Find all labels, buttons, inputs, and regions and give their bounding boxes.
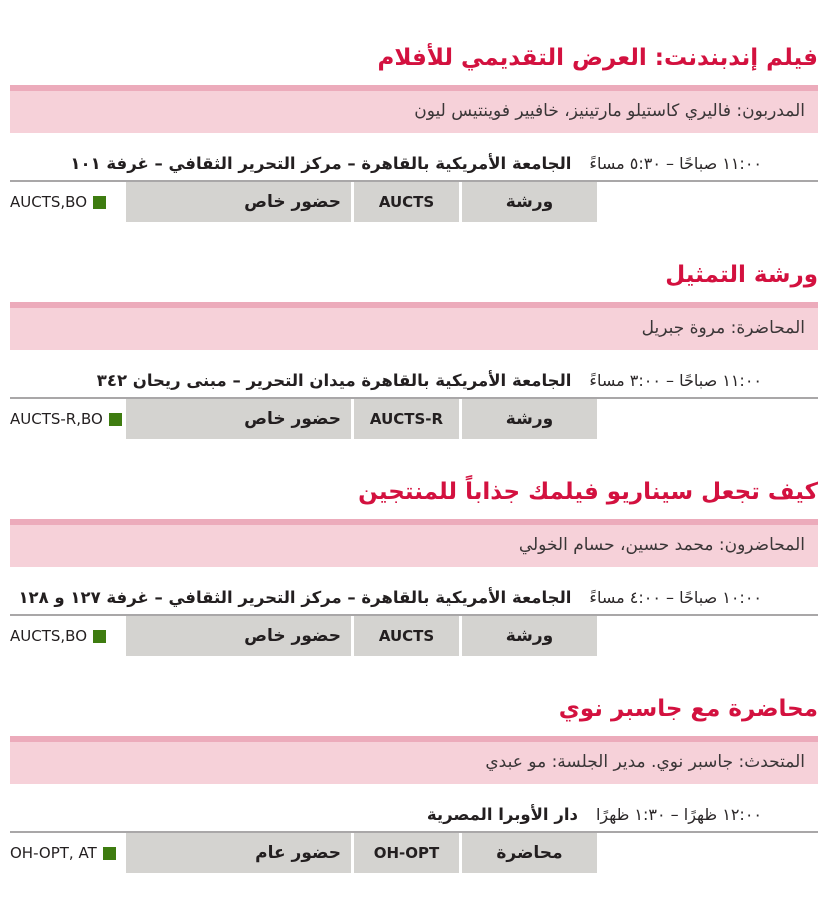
- event-type-tag: ورشة: [462, 616, 597, 656]
- event-card: [10, 41, 818, 222]
- ticket-badge: [10, 833, 116, 873]
- admission-tag: حضور عام: [126, 833, 351, 873]
- event-type-tag: محاضرة: [462, 833, 597, 873]
- event-title: فيلم إندبندنت: العرض التقديمي للأفلام: [377, 45, 818, 71]
- event-card: [10, 258, 818, 439]
- ticket-badge: [10, 616, 106, 656]
- tags-row: [10, 833, 818, 873]
- speaker-names: المحاضرون: محمد حسين، حسام الخولي: [518, 535, 805, 555]
- tags-row: [10, 399, 818, 439]
- green-square-icon: [93, 196, 106, 209]
- speaker-names: المتحدث: جاسبر نوي. مدير الجلسة: مو عبدي: [485, 752, 805, 772]
- speaker-bar: [10, 302, 818, 350]
- event-title: ورشة التمثيل: [665, 262, 818, 288]
- tags-row: [10, 182, 818, 222]
- speaker-names: المحاضرة: مروة جبريل: [641, 318, 805, 338]
- event-title: كيف تجعل سيناريو فيلمك جذاباً للمنتجين: [358, 479, 818, 505]
- admission-tag: حضور خاص: [126, 616, 351, 656]
- event-location: الجامعة الأمريكية بالقاهرة ميدان التحرير – مبنى ريحان ٣٤٢: [96, 371, 572, 390]
- green-square-icon: [93, 630, 106, 643]
- admission-tag: حضور خاص: [126, 182, 351, 222]
- speaker-bar: [10, 519, 818, 567]
- meta-row: [10, 364, 818, 397]
- tags-row: [10, 616, 818, 656]
- green-square-icon: [103, 847, 116, 860]
- ticket-badge: [10, 399, 122, 439]
- ticket-badge-label: AUCTS-R,BO: [10, 410, 103, 428]
- event-time: ١١:٠٠ صباحًا – ٥:٣٠ مساءً: [589, 154, 762, 173]
- meta-row: [10, 581, 818, 614]
- green-square-icon: [109, 413, 122, 426]
- event-time: ١٠:٠٠ صباحًا – ٤:٠٠ مساءً: [589, 588, 762, 607]
- event-time: ١١:٠٠ صباحًا – ٣:٠٠ مساءً: [589, 371, 762, 390]
- admission-tag: حضور خاص: [126, 399, 351, 439]
- speaker-bar: [10, 85, 818, 133]
- ticket-badge-label: AUCTS,BO: [10, 193, 87, 211]
- event-type-tag: ورشة: [462, 182, 597, 222]
- ticket-badge-label: OH-OPT, AT: [10, 844, 97, 862]
- event-card: [10, 692, 818, 873]
- event-code-tag: AUCTS: [354, 182, 459, 222]
- event-type-tag: ورشة: [462, 399, 597, 439]
- ticket-badge: [10, 182, 106, 222]
- event-location: دار الأوبرا المصرية: [426, 805, 578, 824]
- event-code-tag: OH-OPT: [354, 833, 459, 873]
- event-time: ١٢:٠٠ ظهرًا – ١:٣٠ ظهرًا: [595, 805, 762, 824]
- event-location: الجامعة الأمريكية بالقاهرة – مركز التحرير الثقافي – غرفة ١٢٧ و ١٢٨: [18, 588, 572, 607]
- meta-row: [10, 798, 818, 831]
- event-code-tag: AUCTS-R: [354, 399, 459, 439]
- meta-row: [10, 147, 818, 180]
- event-card: [10, 475, 818, 656]
- ticket-badge-label: AUCTS,BO: [10, 627, 87, 645]
- speaker-bar: [10, 736, 818, 784]
- event-code-tag: AUCTS: [354, 616, 459, 656]
- event-title: محاضرة مع جاسبر نوي: [558, 696, 818, 722]
- event-location: الجامعة الأمريكية بالقاهرة – مركز التحرير الثقافي – غرفة ١٠١: [70, 154, 572, 173]
- speaker-names: المدربون: فاليري كاستيلو مارتينيز، خافيير فوينتيس ليون: [414, 101, 805, 121]
